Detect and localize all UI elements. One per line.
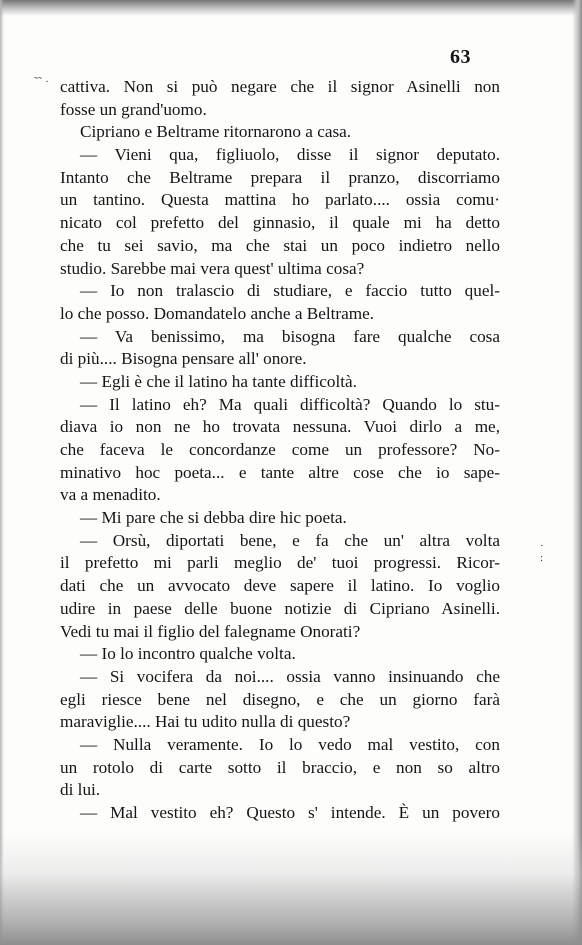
- page-number: 63: [450, 46, 471, 68]
- page-right-edge: [572, 0, 582, 945]
- text-line-6: un tantino. Questa mattina ho parlato.... ossia comu·: [60, 190, 500, 210]
- text-line-1: cattiva. Non si può negare che il signor Asinelli non: [60, 77, 500, 96]
- text-line-9: studio. Sarebbe mai vera quest' ultima cosa?: [60, 258, 365, 278]
- page-top-shadow: [0, 0, 582, 16]
- text-line-15: — Il latino eh? Ma quali difficoltà? Quando lo stu-: [80, 394, 500, 414]
- text-line-11: lo che posso. Domandatelo anche a Beltrame.: [60, 303, 375, 323]
- text-line-2: fosse un grand'uomo.: [60, 99, 207, 119]
- text-line-16: diava io non ne ho trovata nessuna. Vuoi dirlo a me,: [60, 417, 500, 437]
- text-line-7: nicato col prefetto del ginnasio, il quale mi ha detto: [60, 213, 500, 233]
- text-line-30: — Nulla veramente. Io lo vedo mal vestito, con: [80, 734, 500, 754]
- page-body-text: [60, 76, 500, 825]
- text-line-32: di lui.: [60, 780, 101, 800]
- text-line-24: udire in paese delle buone notizie di Cipriano Asinelli.: [60, 598, 500, 618]
- margin-dots: · :: [540, 540, 544, 564]
- page-bottom-shadow: [0, 833, 582, 945]
- text-line-14: — Egli è che il latino ha tante difficoltà.: [80, 371, 357, 391]
- text-line-27: — Si vocifera da noi.... ossia vanno insinuando che: [80, 666, 500, 686]
- margin-ink-mark: ˜˜ ·: [34, 74, 49, 88]
- text-line-4: — Vieni qua, figliuolo, disse il signor deputato.: [80, 145, 500, 165]
- text-line-22: il prefetto mi parli meglio de' tuoi progressi. Ricor-: [60, 553, 500, 573]
- text-line-28: egli riesce bene nel disegno, e che un giorno farà: [60, 689, 500, 709]
- text-line-23: dati che un avvocato deve sapere il latino. Io voglio: [60, 576, 500, 596]
- text-line-18: minativo hoc poeta... e tante altre cose che io sape-: [60, 462, 500, 482]
- text-line-33: — Mal vestito eh? Questo s' intende. È un povero: [80, 803, 500, 822]
- text-line-10: — Io non tralascio di studiare, e faccio tutto quel-: [80, 281, 500, 301]
- text-line-19: va a menadito.: [60, 485, 161, 505]
- text-line-25: Vedi tu mai il figlio del falegname Onorati?: [60, 621, 361, 641]
- text-line-26: — Io lo incontro qualche volta.: [80, 644, 296, 664]
- page-left-edge: [0, 0, 4, 945]
- text-line-17: che faceva le concordanze come un professore? No-: [60, 440, 500, 459]
- text-line-13: di più.... Bisogna pensare all' onore.: [60, 349, 307, 369]
- text-line-31: un rotolo di carte sotto il braccio, e non so altro: [60, 757, 500, 777]
- text-line-12: — Va benissimo, ma bisogna fare qualche cosa: [80, 326, 500, 346]
- text-line-8: che tu sei savio, ma che stai un poco indietro nello: [60, 235, 500, 255]
- text-line-29: maraviglie.... Hai tu udito nulla di questo?: [60, 712, 351, 732]
- text-line-21: — Orsù, diportati bene, e fa che un' altra volta: [80, 530, 500, 550]
- text-line-3: Cipriano e Beltrame ritornarono a casa.: [80, 122, 352, 142]
- text-line-5: Intanto che Beltrame prepara il pranzo, discorriamo: [60, 167, 500, 187]
- text-line-20: — Mi pare che si debba dire hic poeta.: [80, 508, 347, 528]
